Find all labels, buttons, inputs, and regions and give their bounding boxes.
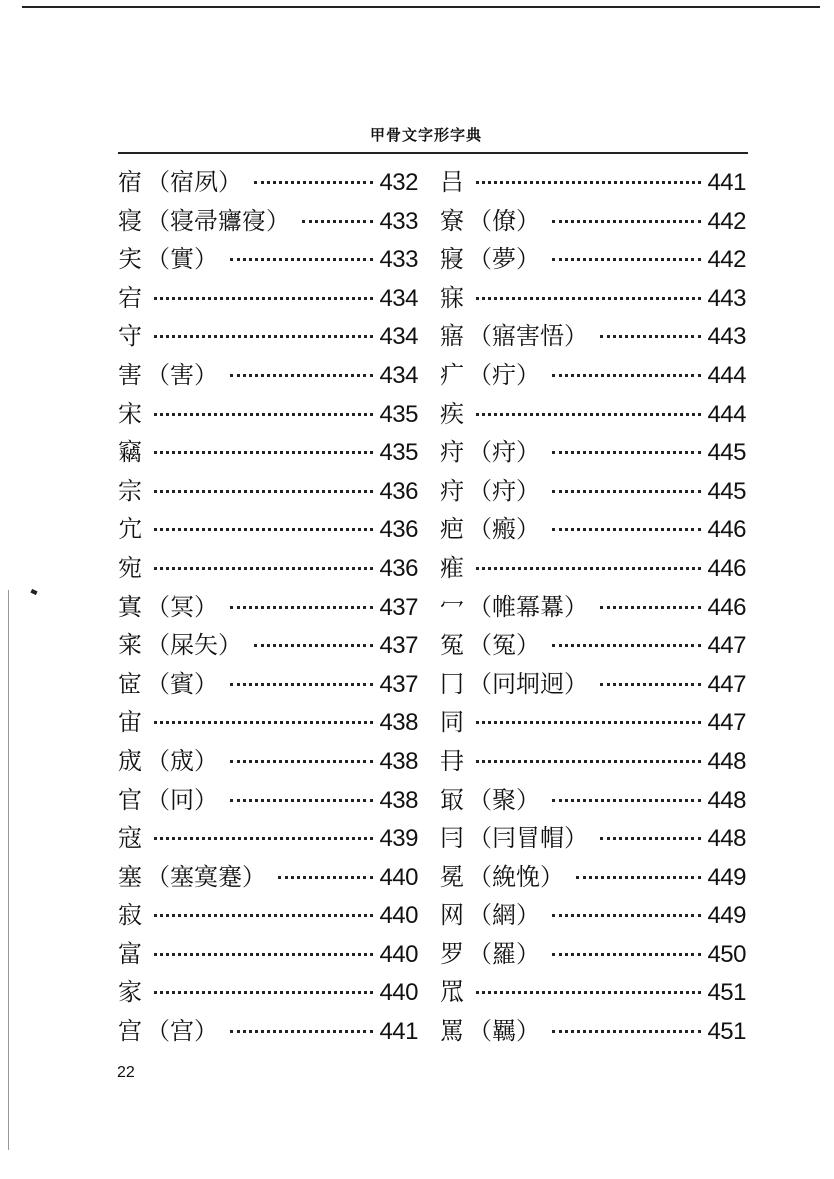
entry-page-number: 432: [379, 169, 418, 196]
index-column-right: [440, 162, 746, 1050]
entry-page-number: 436: [379, 554, 418, 582]
index-entry: [118, 625, 418, 664]
entry-character: 宫: [118, 1017, 142, 1046]
entry-page-number: 440: [379, 902, 418, 930]
entry-variants: （聚）: [468, 785, 540, 814]
entry-character: 寮: [440, 206, 464, 235]
entry-character: 冣: [440, 785, 464, 814]
index-entry: [440, 587, 746, 626]
dot-leader: [552, 374, 701, 377]
dot-leader: [552, 799, 701, 802]
entry-page-number: 439: [379, 825, 418, 853]
entry-page-number: 440: [379, 979, 418, 1007]
entry-character: 宛: [118, 553, 142, 582]
entry-page-number: 441: [379, 1018, 418, 1046]
dot-leader: [552, 953, 701, 956]
dot-leader: [552, 644, 701, 647]
entry-variants: （寤害悟）: [468, 322, 588, 351]
index-entry: [440, 471, 746, 510]
entry-character: 宧: [118, 669, 142, 698]
entry-character: 吕: [440, 168, 464, 196]
entry-character: 宋: [118, 399, 142, 428]
entry-variants: （冥）: [146, 592, 218, 621]
dot-leader: [552, 528, 701, 531]
dot-leader: [600, 837, 701, 840]
entry-character: 寐: [440, 283, 464, 312]
entry-variants: （宬）: [146, 746, 218, 775]
entry-character: 宿: [118, 168, 142, 196]
entry-page-number: 442: [707, 207, 746, 235]
entry-character: 富: [118, 939, 142, 968]
entry-page-number: 449: [707, 863, 746, 891]
entry-variants: （網）: [468, 901, 540, 930]
entry-character: 寇: [118, 824, 142, 853]
entry-character: 宬: [118, 746, 142, 775]
running-head: 甲骨文字形字典: [370, 126, 483, 144]
index-entry: [440, 741, 746, 780]
index-entry: [118, 355, 418, 394]
entry-page-number: 433: [379, 207, 418, 235]
index-entry: [440, 509, 746, 548]
dot-leader: [154, 914, 373, 917]
dot-leader: [576, 876, 701, 879]
entry-character: 害: [118, 360, 142, 389]
dot-leader: [552, 914, 701, 917]
entry-page-number: 442: [707, 246, 746, 274]
entry-variants: （宿夙）: [146, 168, 242, 196]
dot-leader: [230, 374, 373, 377]
entry-variants: （屎矢）: [146, 631, 242, 660]
top-border-rule: [22, 6, 820, 8]
dot-leader: [476, 991, 701, 994]
entry-page-number: 434: [379, 284, 418, 312]
entry-page-number: 441: [707, 169, 746, 196]
entry-page-number: 451: [707, 979, 746, 1007]
dot-leader: [476, 760, 701, 763]
entry-variants: （羅）: [468, 939, 540, 968]
index-entry: [440, 316, 746, 355]
entry-page-number: 448: [707, 747, 746, 775]
entry-page-number: 440: [379, 940, 418, 968]
index-entry: [440, 780, 746, 819]
entry-character: 寤: [440, 322, 464, 351]
entry-character: 罛: [440, 978, 464, 1007]
entry-variants: （害）: [146, 360, 218, 389]
dot-leader: [230, 258, 373, 261]
header-rule: [118, 152, 748, 154]
dot-leader: [154, 837, 373, 840]
index-entry: [440, 934, 746, 973]
entry-variants: （絻悗）: [468, 862, 564, 891]
entry-character: 宂: [118, 515, 142, 544]
binding-edge-line: [8, 590, 9, 1150]
dot-leader: [154, 297, 373, 300]
entry-variants: （僚）: [468, 206, 540, 235]
index-entry: [440, 625, 746, 664]
dot-leader: [600, 335, 701, 338]
dot-leader: [154, 413, 373, 416]
entry-character: 罵: [440, 1017, 464, 1046]
dot-leader: [600, 606, 701, 609]
entry-page-number: 447: [707, 709, 746, 737]
dot-leader: [230, 683, 373, 686]
index-entry: [440, 664, 746, 703]
index-entry: [118, 741, 418, 780]
index-entry: [118, 162, 418, 201]
index-entry: [118, 509, 418, 548]
index-entry: [118, 239, 418, 278]
entry-character: 疛: [440, 476, 464, 505]
index-entry: [118, 702, 418, 741]
dot-leader: [254, 644, 373, 647]
index-column-left: [118, 162, 418, 1050]
entry-page-number: 436: [379, 516, 418, 544]
entry-page-number: 436: [379, 477, 418, 505]
dot-leader: [154, 335, 373, 338]
entry-character: 守: [118, 322, 142, 351]
index-entry: [440, 1011, 746, 1050]
entry-variants: （羈）: [468, 1017, 540, 1046]
entry-character: 寝: [118, 206, 142, 235]
dot-leader: [552, 451, 701, 454]
entry-character: 宙: [118, 708, 142, 737]
entry-page-number: 437: [379, 593, 418, 621]
entry-character: 疒: [440, 360, 464, 389]
entry-page-number: 435: [379, 439, 418, 467]
index-entry: [440, 818, 746, 857]
dot-leader: [154, 567, 373, 570]
entry-page-number: 444: [707, 361, 746, 389]
entry-character: 冂: [440, 669, 464, 698]
dot-leader: [302, 220, 373, 223]
entry-page-number: 434: [379, 323, 418, 351]
dot-leader: [154, 451, 373, 454]
entry-variants: （冃冒帽）: [468, 824, 588, 853]
entry-page-number: 450: [707, 940, 746, 968]
entry-page-number: 448: [707, 825, 746, 853]
entry-character: 冃: [440, 824, 464, 853]
index-entry: [118, 1011, 418, 1050]
entry-page-number: 433: [379, 246, 418, 274]
index-entry: [440, 239, 746, 278]
dot-leader: [552, 258, 701, 261]
entry-character: 网: [440, 901, 464, 930]
page-number: 22: [117, 1064, 135, 1081]
index-entry: [118, 895, 418, 934]
entry-page-number: 434: [379, 361, 418, 389]
entry-variants: （實）: [146, 245, 218, 274]
entry-variants: （冋）: [146, 785, 218, 814]
entry-page-number: 438: [379, 709, 418, 737]
entry-page-number: 443: [707, 323, 746, 351]
dot-leader: [254, 181, 373, 184]
dot-leader: [600, 683, 701, 686]
dot-leader: [476, 297, 701, 300]
entry-character: 寘: [118, 592, 142, 621]
entry-page-number: 447: [707, 632, 746, 660]
entry-page-number: 435: [379, 400, 418, 428]
entry-page-number: 440: [379, 863, 418, 891]
index-entry: [118, 471, 418, 510]
index-entry: [118, 972, 418, 1011]
entry-variants: （冤）: [468, 631, 540, 660]
index-entry: [118, 316, 418, 355]
dot-leader: [154, 490, 373, 493]
index-entry: [440, 201, 746, 240]
index-entry: [440, 972, 746, 1011]
index-entry: [118, 780, 418, 819]
entry-page-number: 437: [379, 632, 418, 660]
entry-page-number: 443: [707, 284, 746, 312]
entry-character: 冤: [440, 631, 464, 660]
entry-page-number: 437: [379, 670, 418, 698]
dot-leader: [278, 876, 373, 879]
index-entry: [118, 201, 418, 240]
entry-character: 同: [440, 708, 464, 737]
entry-character: 寢: [440, 245, 464, 274]
index-entry: [118, 818, 418, 857]
entry-page-number: 438: [379, 747, 418, 775]
entry-page-number: 445: [707, 477, 746, 505]
entry-character: 宕: [118, 283, 142, 312]
entry-variants: （疛）: [468, 476, 540, 505]
dot-leader: [154, 528, 373, 531]
dot-leader: [552, 490, 701, 493]
dot-leader: [154, 991, 373, 994]
entry-variants: （夢）: [468, 245, 540, 274]
entry-character: 痽: [440, 553, 464, 582]
entry-variants: （宫）: [146, 1017, 218, 1046]
entry-page-number: 438: [379, 786, 418, 814]
dot-leader: [552, 1030, 701, 1033]
index-entry: [440, 548, 746, 587]
entry-character: 塞: [118, 862, 142, 891]
entry-page-number: 448: [707, 786, 746, 814]
entry-character: 冄: [440, 746, 464, 775]
entry-page-number: 446: [707, 593, 746, 621]
index-entry: [440, 162, 746, 201]
entry-page-number: 449: [707, 902, 746, 930]
dot-leader: [552, 220, 701, 223]
dot-leader: [476, 567, 701, 570]
entry-character: 冖: [440, 592, 464, 621]
dot-leader: [154, 953, 373, 956]
entry-character: 冕: [440, 862, 464, 891]
entry-page-number: 445: [707, 439, 746, 467]
dot-leader: [476, 413, 701, 416]
index-entry: [118, 857, 418, 896]
entry-character: 家: [118, 978, 142, 1007]
index-entry: [440, 355, 746, 394]
dot-leader: [230, 606, 373, 609]
index-entry: [118, 278, 418, 317]
entry-page-number: 446: [707, 516, 746, 544]
dot-leader: [230, 799, 373, 802]
index-entry: [440, 857, 746, 896]
entry-character: 官: [118, 785, 142, 814]
entry-page-number: 451: [707, 1018, 746, 1046]
dot-leader: [230, 1030, 373, 1033]
entry-character: 寂: [118, 901, 142, 930]
entry-character: 宎: [118, 245, 142, 274]
index-entry: [440, 702, 746, 741]
index-entry: [118, 934, 418, 973]
index-entry: [440, 432, 746, 471]
entry-variants: （疛）: [468, 438, 540, 467]
entry-variants: （帷冪羃）: [468, 592, 588, 621]
index-entry: [118, 394, 418, 433]
dot-leader: [154, 721, 373, 724]
index-entry: [118, 432, 418, 471]
entry-character: 宗: [118, 476, 142, 505]
entry-character: 疾: [440, 399, 464, 428]
entry-variants: （塞寞蹇）: [146, 862, 266, 891]
entry-variants: （疔）: [468, 360, 540, 389]
entry-character: 罗: [440, 939, 464, 968]
index-entry: [118, 587, 418, 626]
entry-character: 疤: [440, 515, 464, 544]
scan-speck-mark: [30, 589, 37, 595]
entry-variants: （賓）: [146, 669, 218, 698]
dot-leader: [476, 721, 701, 724]
index-entry: [118, 548, 418, 587]
index-entry: [440, 394, 746, 433]
index-entry: [118, 664, 418, 703]
dot-leader: [230, 760, 373, 763]
entry-character: 竊: [118, 438, 142, 467]
index-entry: [440, 278, 746, 317]
entry-variants: （寝帚㝲寑）: [146, 206, 290, 235]
entry-page-number: 444: [707, 400, 746, 428]
entry-character: 疛: [440, 438, 464, 467]
entry-page-number: 446: [707, 554, 746, 582]
entry-variants: （瘢）: [468, 515, 540, 544]
entry-variants: （冋坰迥）: [468, 669, 588, 698]
index-entry: [440, 895, 746, 934]
entry-character: 宷: [118, 631, 142, 660]
dot-leader: [476, 181, 701, 184]
entry-page-number: 447: [707, 670, 746, 698]
